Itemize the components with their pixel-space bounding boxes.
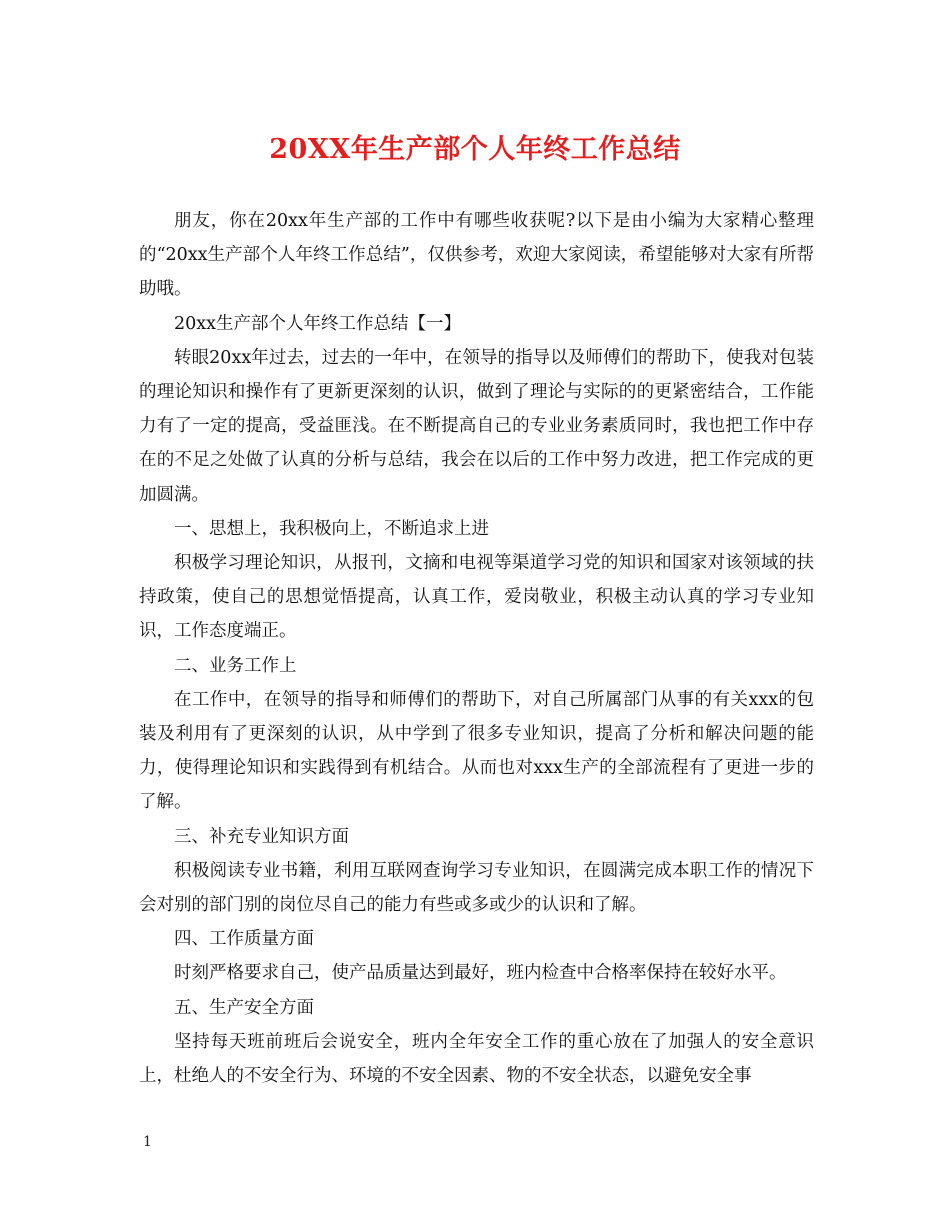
subheading-production-safety: 五、生产安全方面 xyxy=(174,997,314,1018)
subheading-thought: 一、思想上，我积极向上，不断追求上进 xyxy=(174,518,489,539)
body-paragraph: 坚持每天班前班后会说安全，班内全年安全工作的重心放在了加强人的安全意识上，杜绝人的不安全行为、环境的不安全因素、物的不安全状态，以避免安全事 xyxy=(139,1031,814,1087)
page-number: 1 xyxy=(143,1134,152,1150)
body-paragraph: 转眼20xx年过去，过去的一年中，在领导的指导以及师傅们的帮助下，使我对包装的理论知识和操作有了更新更深刻的认识，做到了理论与实际的的更紧密结合，工作能力有了一定的提高，受益匪浅。在不断提高自己的专业业务素质同时，我也把工作中存在的不足之处做了认真的分析与总结，我会在以后的工作中努力改进，把工作完成的更加圆满。 xyxy=(139,347,814,505)
section-heading-part-one: 20xx生产部个人年终工作总结【一】 xyxy=(174,313,462,334)
body-paragraph: 积极学习理论知识，从报刊，文摘和电视等渠道学习党的知识和国家对该领域的扶持政策，使自己的思想觉悟提高，认真工作，爱岗敬业，积极主动认真的学习专业知识，工作态度端正。 xyxy=(139,553,814,642)
body-paragraph: 积极阅读专业书籍，利用互联网查询学习专业知识，在圆满完成本职工作的情况下会对别的部门别的岗位尽自己的能力有些或多或少的认识和了解。 xyxy=(139,860,814,916)
document-body xyxy=(139,204,814,1093)
document-title: 20XX年生产部个人年终工作总结 xyxy=(269,134,681,165)
subheading-work-quality: 四、工作质量方面 xyxy=(174,929,314,950)
body-paragraph: 在工作中，在领导的指导和师傅们的帮助下，对自己所属部门从事的有关xxx的包装及利用有了更深刻的认识，从中学到了很多专业知识，提高了分析和解决问题的能力，使得理论知识和实践得到有机结合。从而也对xxx生产的全部流程有了更进一步的了解。 xyxy=(139,689,814,813)
subheading-business-work: 二、业务工作上 xyxy=(174,655,297,676)
body-paragraph: 时刻严格要求自己，使产品质量达到最好，班内检查中合格率保持在较好水平。 xyxy=(174,963,787,984)
subheading-professional-knowledge: 三、补充专业知识方面 xyxy=(174,826,349,847)
intro-paragraph: 朋友，你在20xx年生产部的工作中有哪些收获呢?以下是由小编为大家精心整理的“20xx生产部个人年终工作总结”，仅供参考，欢迎大家阅读，希望能够对大家有所帮助哦。 xyxy=(139,211,814,300)
